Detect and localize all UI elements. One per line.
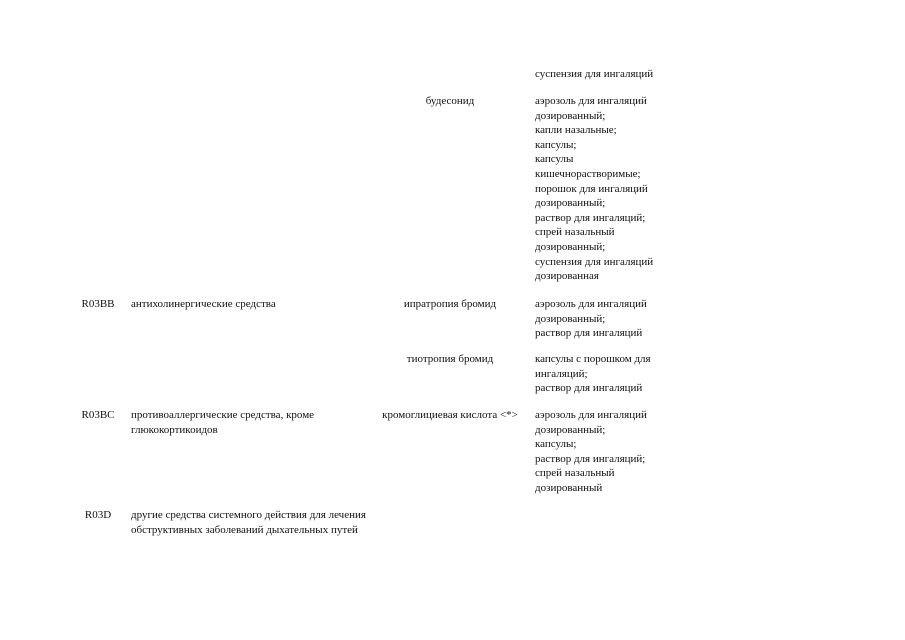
dosage-form-line: раствор для ингаляций — [535, 327, 643, 340]
drug-name: тиотропия бромид — [406, 353, 494, 365]
dosage-form-line: капсулы — [535, 153, 574, 166]
dosage-form-line: раствор для ингаляций — [535, 382, 643, 395]
atc-code: R03BB — [81, 298, 115, 310]
dosage-form-line: раствор для ингаляций; — [535, 452, 646, 465]
atc-code: R03BC — [81, 409, 115, 421]
dosage-forms — [535, 67, 685, 82]
dosage-form-line: дозированный — [535, 481, 603, 494]
group-name: другие средства системного действия для лечения обструктивных заболеваний дыхательных путей — [131, 509, 366, 536]
group-name: противоаллергические средства, кроме глюкокортикоидов — [131, 409, 315, 436]
dosage-form-line: дозированная — [535, 270, 599, 283]
dosage-form-line: аэрозоль для ингаляций — [535, 95, 647, 107]
group-name: антихолинергические средства — [131, 298, 276, 310]
atc-code: R03D — [84, 509, 112, 521]
dosage-form-line: суспензия для ингаляций — [535, 255, 654, 268]
dosage-form-line: спрей назальный — [535, 226, 615, 239]
dosage-form-line: дозированный; — [535, 240, 606, 253]
dosage-form-line: аэрозоль для ингаляций — [535, 409, 647, 421]
dosage-form-line: капли назальные; — [535, 124, 617, 137]
dosage-form-line: порошок для ингаляций — [535, 182, 648, 195]
dosage-forms — [535, 94, 685, 284]
dosage-form-line: капсулы с порошком для — [535, 353, 651, 365]
dosage-forms — [535, 408, 685, 496]
dosage-form-line: спрей назальный — [535, 467, 615, 480]
dosage-form-line: дозированный; — [535, 197, 606, 210]
dosage-form-line: капсулы; — [535, 138, 577, 151]
dosage-form-line: дозированный; — [535, 312, 606, 325]
dosage-forms — [535, 297, 685, 341]
dosage-form-line: дозированный; — [535, 423, 606, 436]
dosage-form-line: ингаляций; — [535, 367, 588, 380]
drug-name: ипратропия бромид — [403, 298, 497, 310]
dosage-form-line: кишечнорастворимые; — [535, 167, 641, 180]
drug-name: будесонид — [425, 95, 475, 107]
dosage-form-line: аэрозоль для ингаляций — [535, 298, 647, 310]
dosage-form-line: капсулы; — [535, 438, 577, 451]
dosage-form-line: раствор для ингаляций; — [535, 211, 646, 224]
dosage-form-line: дозированный; — [535, 109, 606, 122]
drug-name: кромоглициевая кислота <*> — [382, 409, 518, 421]
dosage-form-line: суспензия для ингаляций — [535, 68, 654, 80]
dosage-forms — [535, 352, 685, 396]
